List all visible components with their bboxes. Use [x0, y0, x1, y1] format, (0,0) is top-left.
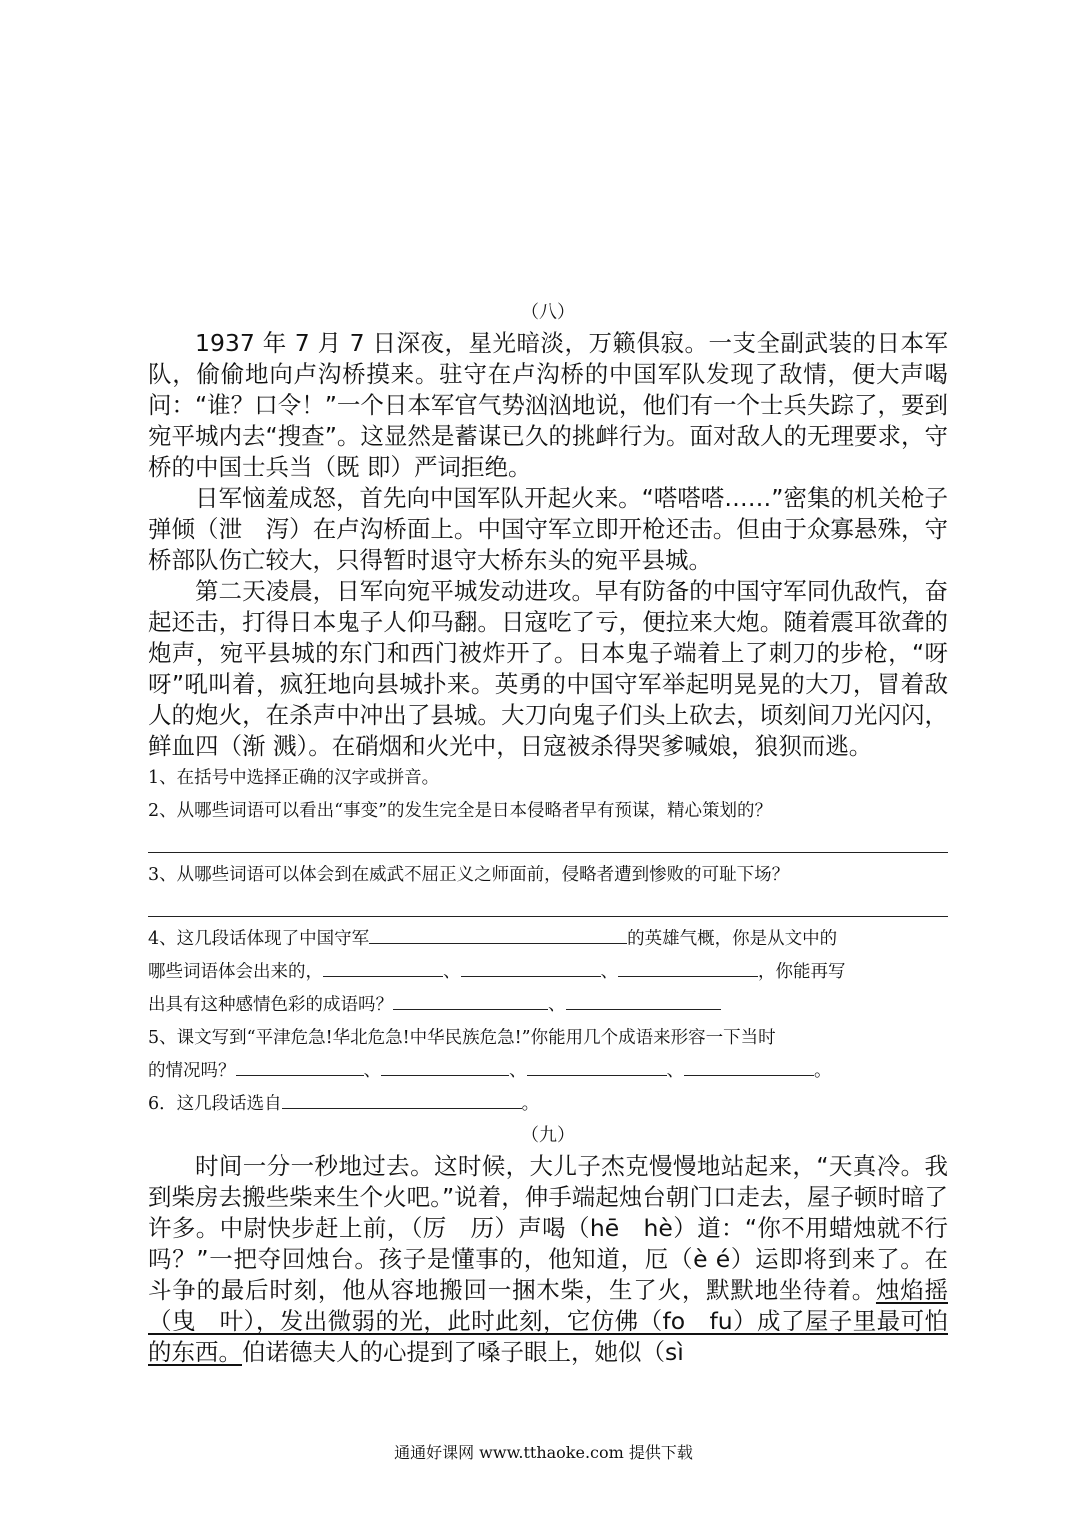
section-8-title: （八）: [521, 302, 575, 323]
question-2: 2、从哪些词语可以看出“事变”的发生完全是日本侵略者早有预谋，精心策划的？: [148, 801, 773, 821]
answer-blank-4b[interactable]: [323, 958, 443, 977]
answer-blank-6[interactable]: [282, 1090, 522, 1109]
section-9-underlined-sentence: 烛焰摇（曳 叶），发出微弱的光，此时此刻，它仿佛（fo fu）成了屋子里最可怕的东西。: [148, 1276, 948, 1366]
answer-line-2[interactable]: [148, 830, 948, 853]
answer-blank-4d[interactable]: [618, 958, 758, 977]
answer-blank-4c[interactable]: [461, 958, 601, 977]
answer-blank-4f[interactable]: [566, 991, 721, 1010]
answer-blank-5b[interactable]: [381, 1057, 509, 1076]
section-9-paragraph-1: [148, 1151, 948, 1368]
question-5-prompt: 的情况吗？: [148, 1061, 236, 1081]
question-3: 3、从哪些词语可以体会到在威武不屈正义之师面前，侵略者遭到惨败的可耻下场？: [148, 865, 790, 885]
question-5-line-2: [148, 1055, 948, 1088]
end-period: 。: [521, 1094, 540, 1114]
question-4-ask: ，你能再写: [758, 962, 846, 982]
answer-line-3[interactable]: [148, 894, 948, 917]
answer-blank-5a[interactable]: [236, 1057, 364, 1076]
separator: 、: [509, 1061, 527, 1081]
question-6: [148, 1088, 948, 1121]
question-4-line-2: [148, 956, 948, 989]
section-9-text-a: 时间一分一秒地过去。这时候，大儿子杰克慢慢地站起来，“天真冷。我到柴房去搬些柴来生个火吧。”说着，伸手端起烛台朝门口走去，屋子顿时暗了许多。中尉快步赶上前，（厉 历）声喝（hē hè）道：“你不用蜡烛就不行吗？”一把夺回烛台。孩子是懂事的，他知道，厄（è é）运即将到来了。在斗争的最后时刻，他从容地搬回一捆木柴，生了火，默默地坐待着。: [148, 1152, 948, 1304]
section-9-title: （九）: [521, 1125, 575, 1146]
question-6-prompt: 6．这几段话选自: [148, 1094, 282, 1114]
worksheet-page: [148, 298, 948, 1368]
answer-blank-4a[interactable]: [369, 925, 627, 944]
question-1: 1、在括号中选择正确的汉字或拼音。: [148, 768, 440, 788]
answer-blank-5d[interactable]: [684, 1057, 814, 1076]
end-period: 。: [814, 1061, 832, 1081]
answer-blank-4e[interactable]: [393, 991, 548, 1010]
section-8-paragraph-3: 第二天凌晨，日军向宛平城发动进攻。早有防备的中国守军同仇敌忾，奋起还击，打得日本鬼子人仰马翻。日寇吃了亏，便拉来大炮。随着震耳欲聋的炮声，宛平县城的东门和西门被炸开了。日本鬼子端着上了刺刀的步枪，“呀呀”吼叫着，疯狂地向县城扑来。英勇的中国守军举起明晃晃的大刀，冒着敌人的炮火，在杀声中冲出了县城。大刀向鬼子们头上砍去，顷刻间刀光闪闪，鲜血四（渐 溅）。在硝烟和火光中，日寇被杀得哭爹喊娘，狼狈而逃。: [148, 577, 948, 760]
separator: 、: [600, 962, 618, 982]
question-4-prefix: 4、这几段话体现了中国守军: [148, 929, 370, 949]
section-9-text-b: 伯诺德夫人的心提到了嗓子眼上，她似（sì: [242, 1338, 684, 1366]
question-4-line-3: [148, 989, 948, 1022]
question-5-line-1: 5、课文写到“平津危急!华北危急!中华民族危急!”你能用几个成语来形容一下当时: [148, 1028, 776, 1048]
question-4-idiom-prompt: 出具有这种感情色彩的成语吗？: [148, 995, 393, 1015]
separator: 、: [443, 962, 461, 982]
question-4-line-1: [148, 923, 948, 956]
separator: 、: [548, 995, 566, 1015]
footer-source: 通通好课网 www.tthaoke.com 提供下载: [394, 1443, 693, 1462]
answer-blank-5c[interactable]: [527, 1057, 667, 1076]
section-8-paragraph-1: 1937 年 7 月 7 日深夜，星光暗淡，万籁俱寂。一支全副武装的日本军队，偷偷地向卢沟桥摸来。驻守在卢沟桥的中国军队发现了敌情，便大声喝问：“谁？口令！”一个日本军官气势汹汹地说，他们有一个士兵失踪了，要到宛平城内去“搜查”。这显然是蓄谋已久的挑衅行为。面对敌人的无理要求，守桥的中国士兵当（既 即）严词拒绝。: [148, 329, 948, 481]
separator: 、: [666, 1061, 684, 1081]
section-8-paragraph-2: 日军恼羞成怒，首先向中国军队开起火来。“嗒嗒嗒……”密集的机关枪子弹倾（泄 泻）在卢沟桥面上。中国守军立即开枪还击。但由于众寡悬殊，守桥部队伤亡较大，只得暂时退守大桥东头的宛平县城。: [148, 484, 948, 574]
question-4-words-prompt: 哪些词语体会出来的，: [148, 962, 323, 982]
separator: 、: [363, 1061, 381, 1081]
question-4-suffix: 的英雄气概，你是从文中的: [627, 929, 838, 949]
